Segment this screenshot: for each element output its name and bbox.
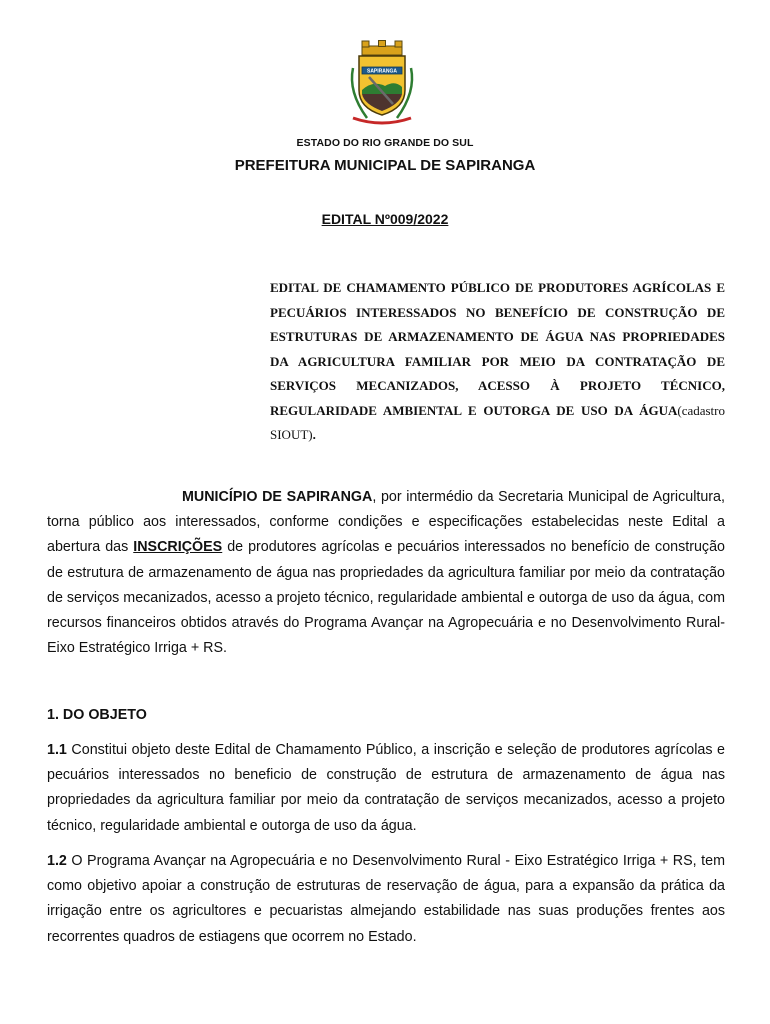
crest-banner-text: SAPIRANGA [366,68,398,75]
intro-text-part-1: , por intermédio da Secretaria Municipal de Agricultura, torna público aos interessados, conforme condições e especificações estabelecidas neste Edital a abertura das [47,489,725,556]
crest-ribbon [353,118,411,123]
clause-1-2 [47,849,725,950]
summary-bold-text: EDITAL DE CHAMAMENTO PÚBLICO DE PRODUTORES AGRÍCOLAS E PECUÁRIOS INTERESSADOS NO BENEFÍCIO DE CONSTRUÇÃO DE ESTRUTURAS DE ARMAZENAMENTO DE ÁGUA NAS PROPRIEDADES DA AGRICULTURA FAMILIAR POR MEIO DA CONTRATAÇÃO DE SERVIÇOS MECANIZADOS, ACESSO À PROJETO TÉCNICO, REGULARIDADE AMBIENTAL E OUTORGA DE USO DA ÁGUA [270,280,725,418]
clause-text: Constitui objeto deste Edital de Chamamento Público, a inscrição e seleção de produtores agrícolas e pecuários interessados no beneficio de construção de estrutura de armazenamento de água nas propriedades da agricultura familiar por meio da contratação de serviços mecanizados, acesso a projeto técnico, regularidade ambiental e outorga de uso da água. [47,742,725,834]
inscricoes-highlight: INSCRIÇÕES [133,539,223,556]
edital-number: EDITAL Nº009/2022 [321,211,449,227]
clause-number: 1.1 [47,742,67,758]
crest-crown [362,41,402,56]
clause-text: O Programa Avançar na Agropecuária e no Desenvolvimento Rural - Eixo Estratégico Irriga + RS, tem como objetivo apoiar a construção de estruturas de reservação de água, para a expansão da prática da irrigação entre os agricultores e pecuaristas almejando estabilidade nas suas produções frentes aos recorrentes quadros de estiagens que ocorrem no Estado. [47,853,725,945]
section-heading-objeto: 1. DO OBJETO [47,707,147,723]
municipal-coat-of-arms-icon [345,40,419,126]
clause-number: 1.2 [47,853,67,869]
prefecture-name: PREFEITURA MUNICIPAL DE SAPIRANGA [234,157,536,174]
clause-1-1 [47,738,725,839]
municipality-name: MUNICÍPIO DE SAPIRANGA [182,489,373,505]
intro-paragraph [47,485,725,661]
state-name: ESTADO DO RIO GRANDE DO SUL [296,137,474,149]
edital-summary [270,276,725,448]
intro-text-part-2: de produtores agrícolas e pecuários interessados no benefício de construção de estrutura de armazenamento de água nas propriedades da agricultura familiar por meio da contratação de serviços mecanizados, acesso a projeto técnico, regularidade ambiental e outorga de uso da água, com recursos financeiros obtidos através do Programa Avançar na Agropecuária e no Desenvolvimento Rural- Eixo Estratégico Irriga + RS. [47,539,725,657]
summary-end: . [312,427,316,442]
summary-siout-note: (cadastro SIOUT) [270,402,725,442]
